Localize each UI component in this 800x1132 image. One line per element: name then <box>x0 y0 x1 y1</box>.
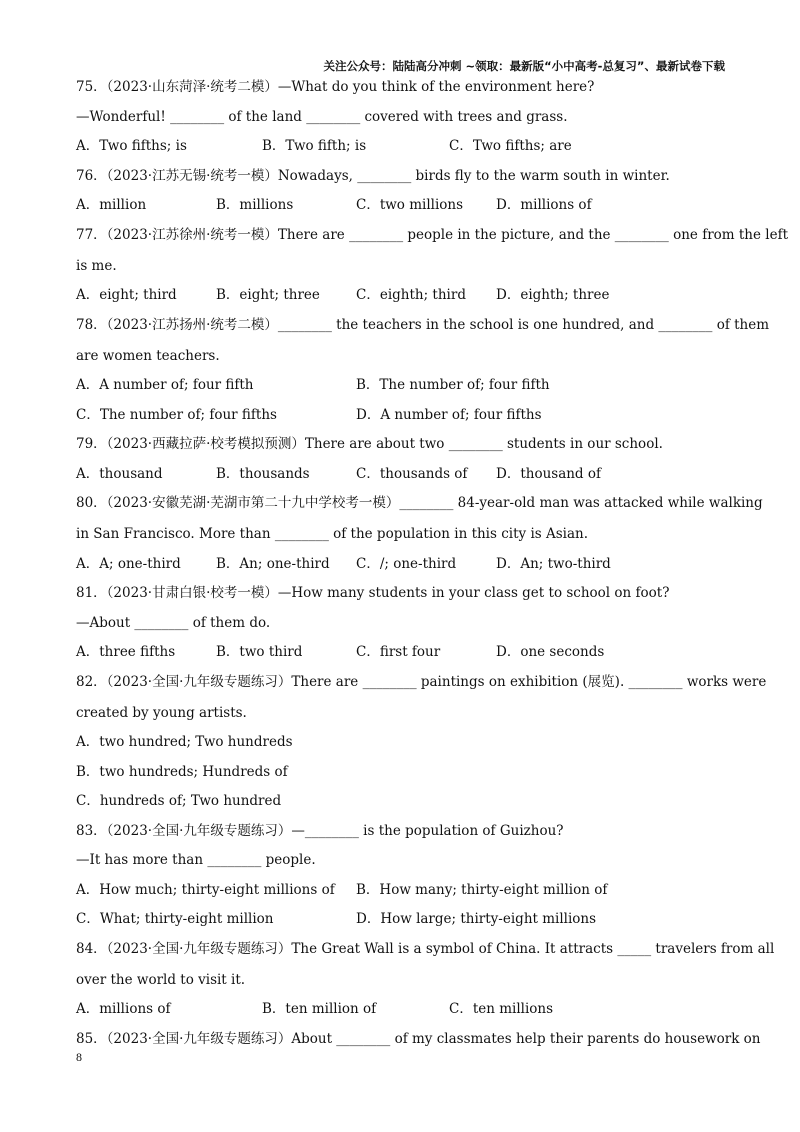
question-stem: created by young artists. <box>76 704 247 721</box>
option-c: C．What; thirty-eight million <box>76 911 274 927</box>
option-a: A．thousand <box>76 465 163 482</box>
option-c: C．thousands of <box>356 465 468 482</box>
option-a: A．How much; thirty-eight millions of <box>76 881 335 898</box>
question-80 <box>76 494 763 574</box>
option-b: B．How many; thirty-eight million of <box>356 881 608 898</box>
question-stem: —About ________ of them do. <box>76 614 271 631</box>
question-list <box>76 78 788 1059</box>
question-stem: 75．（2023·山东菏泽·统考二模）—What do you think of the environment here? <box>76 79 595 95</box>
option-b: B．ten million of <box>262 1001 377 1017</box>
option-d: D．thousand of <box>496 465 601 482</box>
option-a: A．A; one-third <box>76 555 181 572</box>
question-stem: are women teachers. <box>76 347 220 364</box>
option-row <box>76 881 726 900</box>
option-a: A．A number of; four fifth <box>76 377 254 393</box>
question-stem: 84．（2023·全国·九年级专题练习）The Great Wall is a symbol of China. It attracts _____ travelers from all <box>76 940 775 957</box>
option-b: B．two hundreds; Hundreds of <box>76 763 288 780</box>
option-row <box>76 196 726 215</box>
option-a: A．three fifths <box>76 644 176 660</box>
option-d: D．How large; thirty-eight millions <box>356 911 597 927</box>
page-header: 关注公众号：陆陆高分冲刺 ~领取：最新版“小中高考-总复习”、最新试卷下载 <box>323 59 725 73</box>
question-81 <box>76 584 726 662</box>
question-stem: 83．（2023·全国·九年级专题练习）—________ is the population of Guizhou? <box>76 822 564 839</box>
option-c: C．two millions <box>356 197 464 213</box>
option-row <box>76 137 726 156</box>
option-row <box>76 792 726 811</box>
question-stem: —Wonderful! ________ of the land ________ covered with trees and grass. <box>76 108 568 125</box>
option-d: D．eighth; three <box>496 287 610 303</box>
option-row <box>76 643 726 662</box>
question-79 <box>76 435 726 484</box>
option-a: A．eight; third <box>76 287 177 303</box>
question-84 <box>76 940 775 1020</box>
option-a: A．million <box>76 197 147 213</box>
question-76 <box>76 167 726 216</box>
question-77 <box>76 226 788 306</box>
option-b: B．two third <box>216 644 303 660</box>
question-stem: in San Francisco. More than ________ of the population in this city is Asian. <box>76 526 589 542</box>
option-row <box>76 1000 726 1019</box>
option-c: C．ten millions <box>449 1001 554 1017</box>
question-83 <box>76 822 726 930</box>
question-82 <box>76 673 767 812</box>
question-stem: 77．（2023·江苏徐州·统考一模）There are ________ people in the picture, and the ________ one from the left <box>76 226 788 243</box>
question-stem: 79．（2023·西藏拉萨·校考模拟预测）There are about two ________ students in our school. <box>76 436 663 452</box>
option-row <box>76 910 726 929</box>
question-78 <box>76 316 770 425</box>
option-d: D．A number of; four fifths <box>356 406 542 423</box>
option-d: D．one seconds <box>496 644 605 660</box>
option-a: A．Two fifths; is <box>76 138 187 154</box>
option-row <box>76 555 726 574</box>
question-75 <box>76 78 726 156</box>
option-c: C．/; one-third <box>356 555 457 572</box>
option-row <box>76 376 726 395</box>
option-a: A．two hundred; Two hundreds <box>76 734 293 750</box>
question-stem: 82．（2023·全国·九年级专题练习）There are ________ paintings on exhibition (展览). ________ works were <box>76 673 767 690</box>
question-stem: 81．（2023·甘肃白银·校考一模）—How many students in your class get to school on foot? <box>76 585 670 601</box>
option-c: C．The number of; four fifths <box>76 406 277 423</box>
option-row <box>76 286 726 305</box>
option-d: D．An; two-third <box>496 555 611 572</box>
question-stem: 78．（2023·江苏扬州·统考二模）________ the teachers in the school is one hundred, and ________ of them <box>76 316 770 333</box>
question-stem: —It has more than ________ people. <box>76 852 316 868</box>
option-b: B．An; one-third <box>216 555 330 572</box>
page-number: 8 <box>76 1050 82 1064</box>
option-a: A．millions of <box>76 1001 171 1017</box>
option-b: B．Two fifth; is <box>262 138 367 154</box>
question-stem: 80．（2023·安徽芜湖·芜湖市第二十九中学校考一模）________ 84-year-old man was attacked while walking <box>76 495 763 511</box>
option-b: B．eight; three <box>216 287 320 303</box>
option-b: B．The number of; four fifth <box>356 377 550 393</box>
option-row <box>76 465 726 484</box>
option-c: C．hundreds of; Two hundred <box>76 793 282 809</box>
option-row <box>76 763 726 782</box>
question-stem: over the world to visit it. <box>76 971 246 988</box>
option-b: B．millions <box>216 197 294 213</box>
question-85 <box>76 1030 761 1049</box>
question-stem: 76．（2023·江苏无锡·统考一模）Nowadays, ________ birds fly to the warm south in winter. <box>76 167 670 184</box>
question-stem: is me. <box>76 257 117 274</box>
option-c: C．first four <box>356 644 441 660</box>
option-c: C．eighth; third <box>356 287 466 303</box>
option-row <box>76 406 726 425</box>
option-d: D．millions of <box>496 197 592 213</box>
question-stem: 85．（2023·全国·九年级专题练习）About ________ of my classmates help their parents do housework on <box>76 1030 761 1047</box>
option-b: B．thousands <box>216 465 310 482</box>
option-row <box>76 733 726 752</box>
option-c: C．Two fifths; are <box>449 138 572 154</box>
